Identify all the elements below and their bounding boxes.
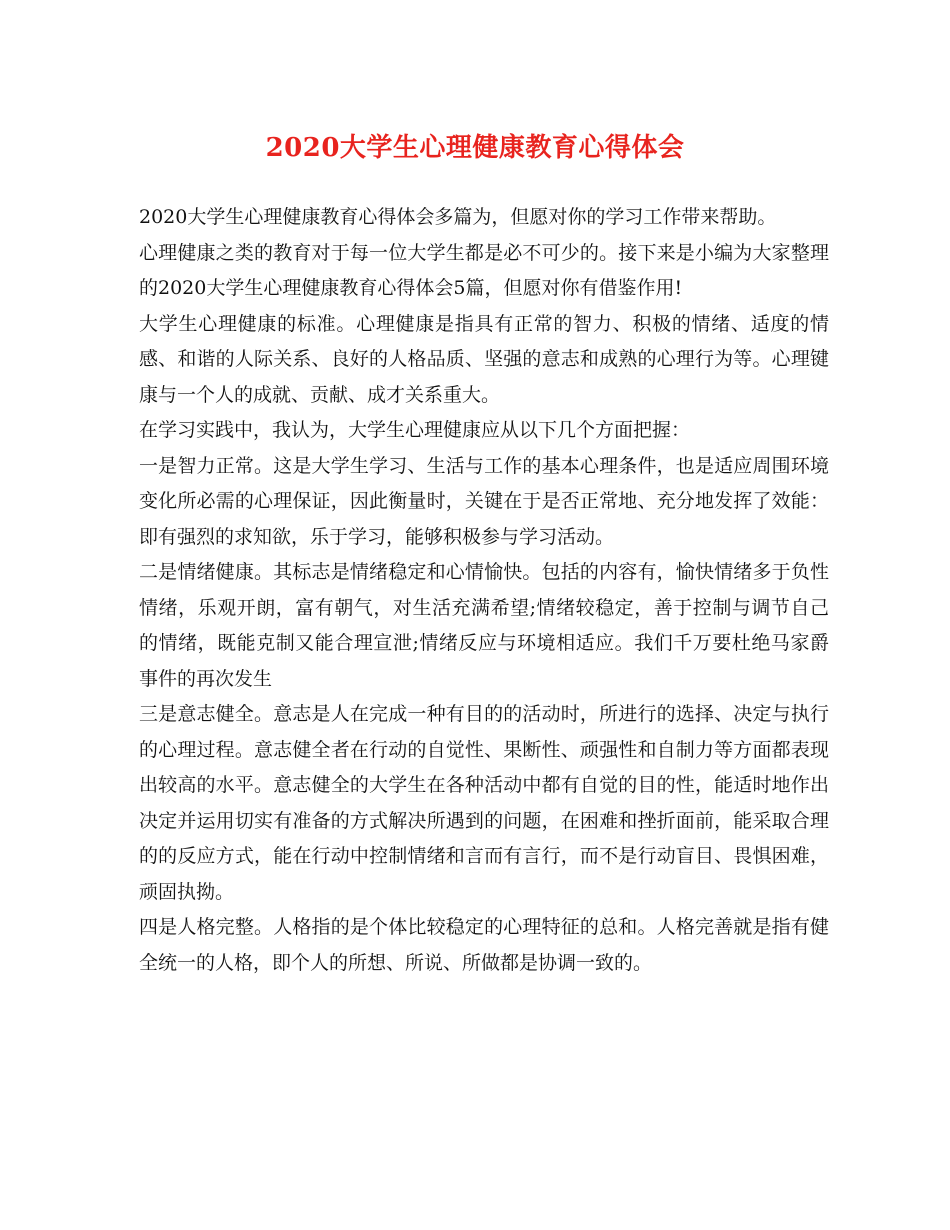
- document-title: 2020大学生心理健康教育心得体会: [265, 133, 685, 163]
- paragraph-standard: 大学生心理健康的标准。心理健康是指具有正常的智力、积极的情绪、适度的情感、和谐的人际关系、良好的人格品质、坚强的意志和成熟的心理行为等。心理键康与一个人的成就、贡献、成才关系重大。: [139, 312, 829, 406]
- paragraph-intelligence: 一是智力正常。这是大学生学习、生活与工作的基本心理条件，也是适应周围环境变化所必需的心理保证，因此衡量时，关键在于是否正常地、充分地发挥了效能：即有强烈的求知欲，乐于学习，能够积极参与学习活动。: [139, 454, 829, 548]
- document-body: [139, 200, 829, 981]
- paragraph-will: 三是意志健全。意志是人在完成一种有目的的活动时，所进行的选择、决定与执行的心理过程。意志健全者在行动的自觉性、果断性、顽强性和自制力等方面都表现出较高的水平。意志健全的大学生在各种活动中都有自觉的目的性，能适时地作出决定并运用切实有准备的方式解决所遇到的问题，在困难和挫折面前，能采取合理的的反应方式，能在行动中控制情绪和言而有言行，而不是行动盲目、畏惧困难，顽固执拗。: [139, 703, 829, 903]
- paragraph-personality: 四是人格完整。人格指的是个体比较稳定的心理特征的总和。人格完善就是指有健全统一的人格，即个人的所想、所说、所做都是协调一致的。: [139, 916, 829, 974]
- paragraph-practice: 在学习实践中，我认为，大学生心理健康应从以下几个方面把握：: [139, 419, 691, 441]
- paragraph-emotion: 二是情绪健康。其标志是情绪稳定和心情愉快。包括的内容有，愉快情绪多于负性情绪，乐观开朗，富有朝气，对生活充满希望;情绪较稳定，善于控制与调节自己的情绪，既能克制又能合理宣泄;情绪反应与环境相适应。我们千万要杜绝马家爵事件的再次发生: [139, 561, 829, 690]
- paragraph-intro: 2020大学生心理健康教育心得体会多篇为，但愿对你的学习工作带来帮助。: [139, 206, 777, 228]
- paragraph-preface: 心理健康之类的教育对于每一位大学生都是必不可少的。接下来是小编为大家整理的2020大学生心理健康教育心得体会5篇，但愿对你有借鉴作用!: [139, 241, 829, 299]
